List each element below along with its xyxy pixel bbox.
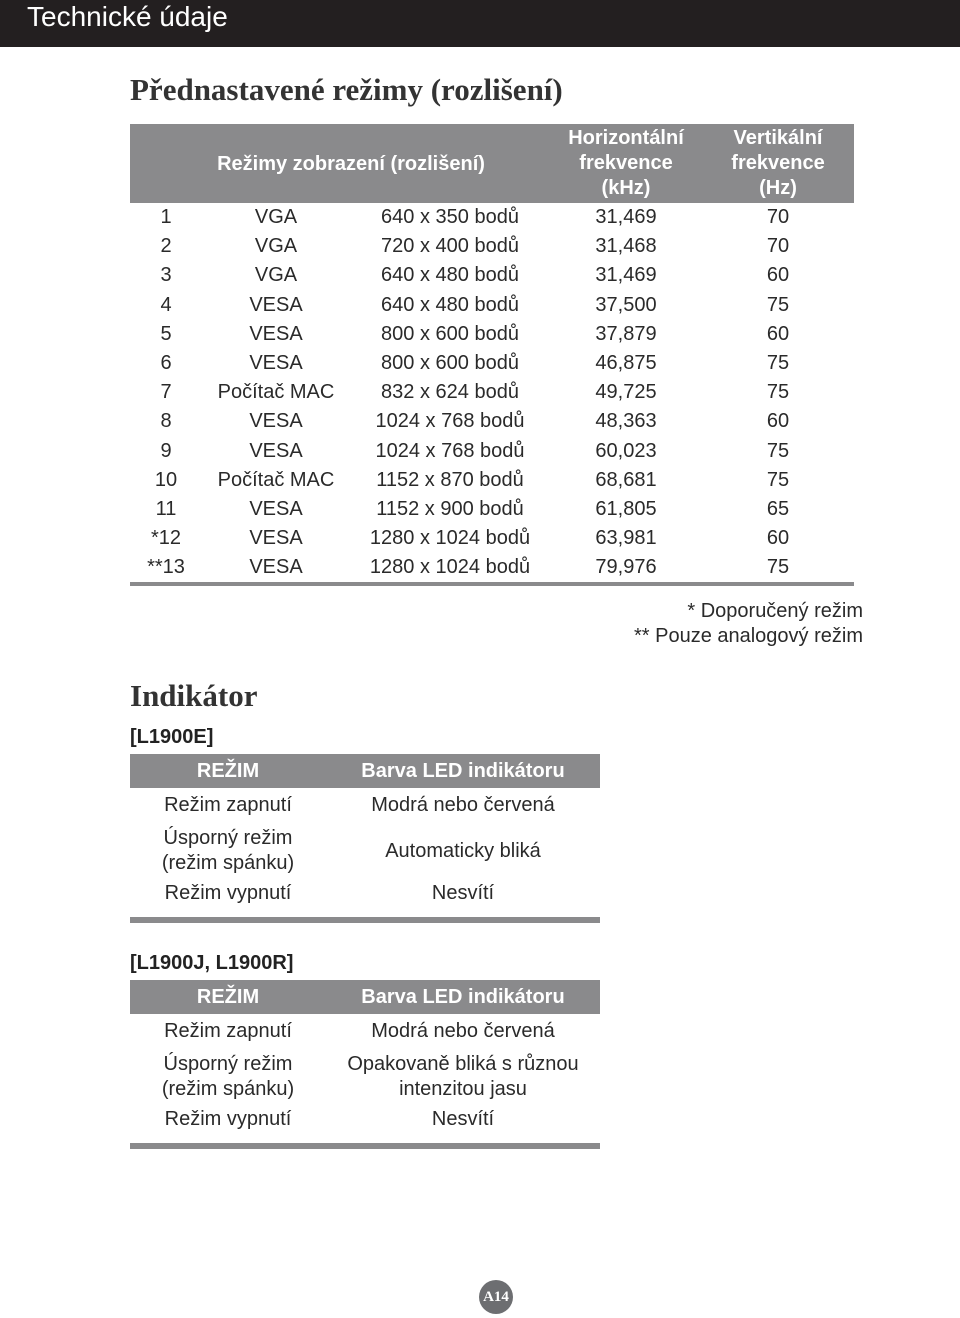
mode-on: Režim zapnutí	[164, 1019, 292, 1042]
vertical-frequency: 75	[766, 468, 790, 491]
vertical-frequency: 70	[766, 235, 790, 258]
led-table-l1900j-l1900r	[130, 980, 600, 1149]
mode-standard: VESA	[249, 527, 303, 550]
indicator-section-title: Indikátor	[130, 678, 258, 713]
horizontal-frequency: 37,879	[595, 322, 657, 345]
mode-resolution: 1024 x 768 bodů	[375, 410, 525, 433]
table-row	[130, 261, 854, 290]
horizontal-frequency: 31,469	[595, 264, 657, 287]
model-label-l1900e: [L1900E]	[130, 726, 214, 748]
mode-number: 11	[155, 497, 177, 520]
horizontal-frequency: 37,500	[595, 293, 657, 316]
mode-number: 8	[160, 410, 172, 433]
table-row	[130, 203, 854, 232]
mode-number: 10	[154, 468, 178, 491]
mode-resolution: 1024 x 768 bodů	[375, 439, 525, 462]
mode-number: **13	[130, 553, 202, 584]
horizontal-frequency: 46,875	[595, 352, 657, 375]
mode-on: Režim zapnutí	[164, 793, 292, 816]
mode-standard: VESA	[249, 322, 303, 345]
vertical-frequency: 75	[766, 439, 790, 462]
page-header-bar	[0, 0, 960, 47]
mode-number: *12	[150, 527, 182, 550]
horizontal-frequency: 31,469	[595, 206, 657, 229]
mode-resolution: 800 x 600 bodů	[381, 322, 519, 345]
mode-standard: Počítač MAC	[217, 468, 335, 491]
presets-section-title: Přednastavené režimy (rozlišení)	[130, 72, 563, 107]
mode-standard: VESA	[249, 497, 303, 520]
table-row	[130, 524, 854, 553]
mode-resolution: 1152 x 870 bodů	[376, 468, 524, 491]
mode-resolution: 640 x 350 bodů	[381, 206, 519, 229]
vertical-frequency: 60	[766, 527, 790, 550]
mode-standard: VESA	[249, 410, 303, 433]
mode-resolution: 1152 x 900 bodů	[376, 497, 524, 520]
footnote-analog-only: ** Pouze analogový režim	[633, 625, 863, 647]
resolution-table-header	[130, 124, 854, 203]
vertical-frequency: 60	[766, 264, 790, 287]
led-table-l1900e	[130, 754, 600, 923]
resolution-table-body	[130, 203, 854, 584]
mode-standard: VESA	[249, 439, 303, 462]
col-mode: REŽIM	[130, 754, 326, 788]
horizontal-frequency: 63,981	[595, 527, 657, 550]
horizontal-frequency: 60,023	[595, 439, 657, 462]
vertical-frequency: 60	[766, 322, 790, 345]
led-on: Modrá nebo červená	[371, 1019, 555, 1042]
horizontal-frequency: 31,468	[595, 235, 657, 258]
footnote-recommended: * Doporučený režim	[687, 600, 863, 622]
col-mode: REŽIM	[130, 980, 326, 1014]
table-row	[130, 320, 854, 349]
led-off: Nesvítí	[326, 880, 600, 920]
mode-number: 9	[160, 439, 172, 462]
table-row	[130, 495, 854, 524]
mode-resolution: 1280 x 1024 bodů	[369, 527, 531, 550]
mode-resolution: 640 x 480 bodů	[381, 264, 519, 287]
horizontal-frequency: 79,976	[550, 553, 702, 584]
page-header-title: Technické údaje	[27, 1, 228, 32]
vertical-frequency: 60	[766, 410, 790, 433]
led-on: Modrá nebo červená	[371, 793, 555, 816]
horizontal-frequency: 61,805	[595, 497, 657, 520]
table-row	[130, 553, 854, 584]
mode-standard: VGA	[254, 264, 298, 287]
table-row	[130, 407, 854, 436]
col-led-color: Barva LED indikátoru	[326, 754, 600, 788]
mode-off: Režim vypnutí	[130, 1106, 326, 1146]
mode-resolution: 720 x 400 bodů	[381, 235, 519, 258]
led-sleep: Opakovaně bliká s různou intenzitou jasu	[347, 1053, 579, 1100]
mode-number: 4	[160, 293, 172, 316]
mode-sleep: Úsporný režim (režim spánku)	[161, 827, 295, 874]
col-led-color: Barva LED indikátoru	[326, 980, 600, 1014]
vertical-frequency: 75	[702, 553, 854, 584]
model-label-l1900j-l1900r: [L1900J, L1900R]	[130, 952, 294, 974]
mode-standard: VESA	[202, 553, 350, 584]
table-row	[130, 466, 854, 495]
mode-standard: VGA	[254, 206, 298, 229]
mode-standard: VESA	[249, 293, 303, 316]
vertical-frequency: 65	[766, 497, 790, 520]
col-vertical-frequency: Vertikální frekvence (Hz)	[702, 124, 854, 203]
table-row	[130, 291, 854, 320]
vertical-frequency: 70	[766, 206, 790, 229]
mode-number: 3	[160, 264, 172, 287]
mode-sleep: Úsporný režim (režim spánku)	[161, 1053, 295, 1100]
vertical-frequency: 75	[766, 381, 790, 404]
mode-number: 2	[160, 235, 172, 258]
table-row	[130, 378, 854, 407]
horizontal-frequency: 49,725	[595, 381, 657, 404]
table-row	[130, 232, 854, 261]
mode-number: 7	[160, 381, 172, 404]
col-horizontal-frequency: Horizontální frekvence (kHz)	[550, 124, 702, 203]
vertical-frequency: 75	[766, 352, 790, 375]
horizontal-frequency: 68,681	[595, 468, 657, 491]
mode-off: Režim vypnutí	[130, 880, 326, 920]
col-display-modes: Režimy zobrazení (rozlišení)	[130, 124, 550, 203]
mode-number: 6	[160, 352, 172, 375]
vertical-frequency: 75	[766, 293, 790, 316]
mode-number: 1	[160, 206, 172, 229]
horizontal-frequency: 48,363	[595, 410, 657, 433]
table-row	[130, 437, 854, 466]
mode-standard: VGA	[254, 235, 298, 258]
table-row	[130, 349, 854, 378]
mode-resolution: 832 x 624 bodů	[381, 381, 519, 404]
page-number-badge: A14	[479, 1280, 513, 1314]
mode-standard: VESA	[249, 352, 303, 375]
mode-standard: Počítač MAC	[217, 381, 335, 404]
led-sleep: Automaticky bliká	[385, 839, 541, 862]
led-off: Nesvítí	[326, 1106, 600, 1146]
resolution-table	[130, 124, 854, 586]
mode-resolution: 640 x 480 bodů	[381, 293, 519, 316]
mode-resolution: 1280 x 1024 bodů	[350, 553, 550, 584]
mode-number: 5	[160, 322, 172, 345]
mode-resolution: 800 x 600 bodů	[381, 352, 519, 375]
